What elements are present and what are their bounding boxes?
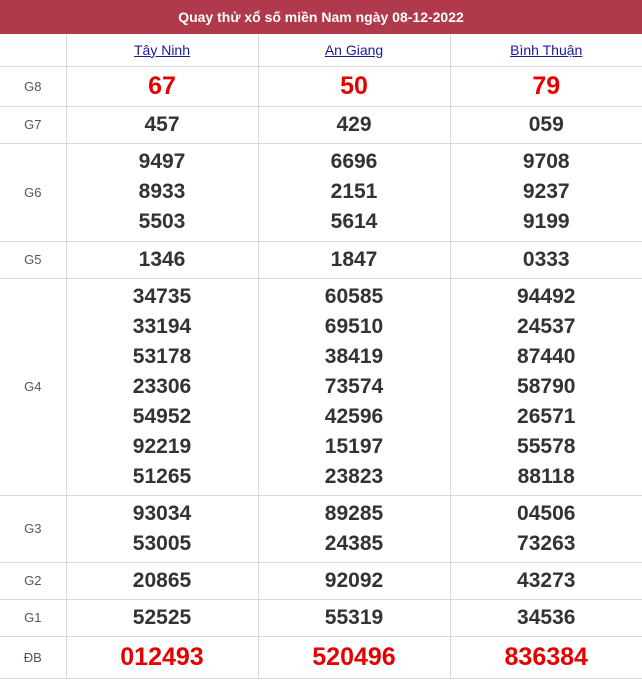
prize-cell — [450, 143, 642, 241]
prize-label: G3 — [0, 495, 66, 562]
prize-number: 79 — [532, 72, 561, 100]
prize-row-g7 — [0, 106, 642, 143]
prize-cell — [258, 562, 450, 599]
province-link-tay-ninh[interactable]: Tây Ninh — [133, 41, 191, 58]
prize-row-g4 — [0, 278, 642, 495]
prize-row-g6 — [0, 143, 642, 241]
prize-cell — [258, 495, 450, 562]
prize-label: ĐB — [0, 636, 66, 678]
prize-cell — [66, 562, 258, 599]
prize-row-g3 — [0, 495, 642, 562]
prize-number: 6696 — [330, 150, 378, 173]
results-header — [0, 0, 642, 34]
prize-number: 9708 — [522, 150, 570, 173]
prize-number: 73263 — [517, 531, 576, 555]
prize-cell — [450, 66, 642, 106]
prize-row-g2 — [0, 562, 642, 599]
province-header — [450, 34, 642, 66]
prize-cell — [258, 241, 450, 278]
page-title: Quay thử xổ số miền Nam ngày 08-12-2022 — [178, 9, 464, 25]
prize-number: 93034 — [132, 501, 192, 525]
prize-number: 60585 — [324, 284, 384, 308]
prize-number: 1847 — [330, 247, 378, 271]
prize-number: 50 — [340, 72, 368, 100]
prize-cell — [66, 143, 258, 241]
prize-number: 73574 — [324, 374, 384, 398]
prize-number: 20865 — [132, 568, 192, 592]
prize-row-special — [0, 636, 642, 678]
prize-cell — [450, 495, 642, 562]
prize-cell — [258, 106, 450, 143]
prize-number: 43273 — [517, 568, 576, 592]
prize-number: 9199 — [522, 210, 570, 233]
prize-number: 8933 — [138, 180, 186, 203]
prize-number: 24385 — [324, 531, 384, 555]
prize-number: 87440 — [517, 344, 576, 368]
prize-number: 9237 — [522, 180, 570, 203]
prize-cell — [66, 106, 258, 143]
prize-number: 04506 — [517, 501, 576, 525]
prize-cell — [450, 106, 642, 143]
province-header-row — [0, 34, 642, 66]
prize-number: 5614 — [330, 210, 378, 233]
prize-cell — [450, 241, 642, 278]
prize-number: 26571 — [517, 404, 576, 428]
lottery-results-table — [0, 34, 642, 679]
prize-number: 52525 — [132, 605, 192, 629]
prize-number: 92219 — [132, 434, 192, 458]
prize-number: 67 — [148, 72, 176, 100]
prize-row-g1 — [0, 599, 642, 636]
prize-number: 457 — [144, 112, 180, 136]
prize-row-g5 — [0, 241, 642, 278]
prize-row-g8 — [0, 66, 642, 106]
prize-cell — [66, 278, 258, 495]
prize-label: G5 — [0, 241, 66, 278]
prize-number: 53005 — [132, 531, 192, 555]
prize-number: 89285 — [324, 501, 384, 525]
prize-number: 012493 — [120, 643, 204, 671]
prize-number: 92092 — [324, 568, 384, 592]
prize-cell — [450, 562, 642, 599]
prize-number: 0333 — [522, 247, 570, 271]
province-header — [66, 34, 258, 66]
prize-number: 059 — [528, 112, 564, 136]
prize-number: 836384 — [504, 643, 588, 671]
prize-number: 88118 — [517, 464, 575, 488]
prize-cell — [66, 66, 258, 106]
prize-number: 34536 — [517, 605, 576, 629]
prize-number: 520496 — [312, 643, 396, 671]
prize-number: 9497 — [138, 150, 186, 173]
prize-cell — [450, 636, 642, 678]
prize-label: G4 — [0, 278, 66, 495]
prize-cell — [66, 636, 258, 678]
prize-number: 55319 — [324, 605, 384, 629]
prize-label: G7 — [0, 106, 66, 143]
prize-label: G1 — [0, 599, 66, 636]
prize-number: 5503 — [138, 210, 186, 233]
province-link-binh-thuan[interactable]: Bình Thuận — [510, 41, 583, 58]
prize-cell — [66, 495, 258, 562]
prize-label: G2 — [0, 562, 66, 599]
prize-number: 69510 — [324, 314, 384, 338]
prize-number: 24537 — [517, 314, 576, 338]
prize-number: 38419 — [324, 344, 384, 368]
prize-number: 54952 — [132, 404, 192, 428]
prize-number: 94492 — [517, 284, 576, 308]
prize-cell — [258, 636, 450, 678]
prize-cell — [258, 278, 450, 495]
prize-cell — [258, 66, 450, 106]
prize-number: 34735 — [132, 284, 192, 308]
prize-number: 23823 — [324, 464, 384, 488]
prize-number: 33194 — [132, 314, 192, 338]
prize-label: G8 — [0, 66, 66, 106]
province-header — [258, 34, 450, 66]
prize-number: 58790 — [517, 374, 576, 398]
empty-corner-cell — [0, 34, 66, 66]
prize-cell — [66, 599, 258, 636]
prize-number: 51265 — [132, 464, 192, 488]
prize-cell — [258, 143, 450, 241]
prize-number: 15197 — [324, 434, 384, 458]
prize-number: 1346 — [138, 247, 186, 271]
prize-number: 55578 — [517, 434, 576, 458]
prize-number: 429 — [336, 112, 372, 136]
prize-label: G6 — [0, 143, 66, 241]
province-link-an-giang[interactable]: An Giang — [324, 41, 384, 58]
prize-number: 2151 — [330, 180, 378, 203]
prize-number: 23306 — [132, 374, 192, 398]
prize-cell — [450, 278, 642, 495]
prize-cell — [258, 599, 450, 636]
prize-number: 42596 — [324, 404, 384, 428]
prize-cell — [450, 599, 642, 636]
prize-cell — [66, 241, 258, 278]
prize-number: 53178 — [132, 344, 192, 368]
